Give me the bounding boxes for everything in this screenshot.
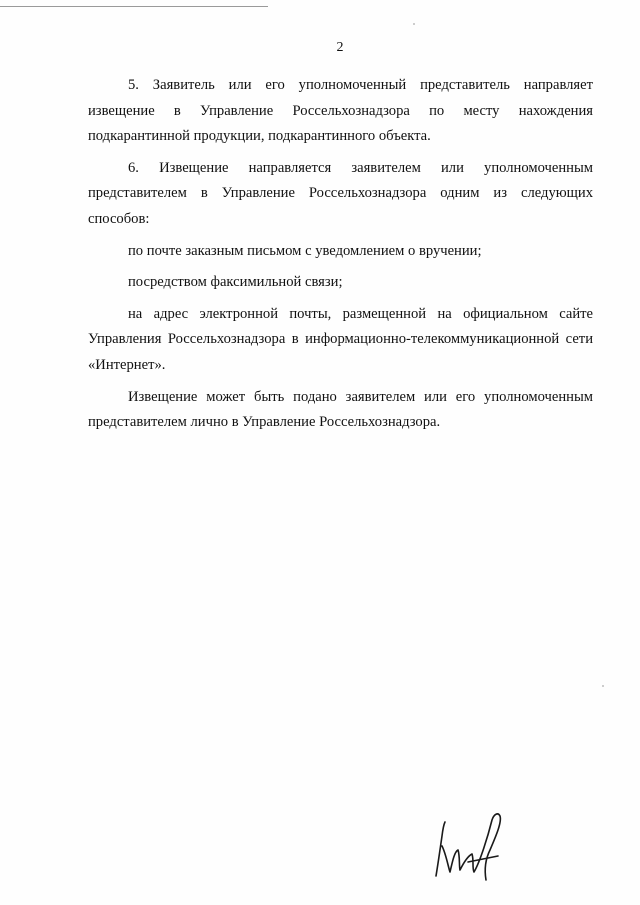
document-body xyxy=(88,73,593,442)
method-by-mail: по почте заказным письмом с уведомлением о вручении; xyxy=(128,242,482,259)
page-number: 2 xyxy=(336,40,344,55)
paragraph-item-6: 6. Извещение направляется заявителем или уполномоченным представителем в Управление Россельхознадзора одним из следующих способов: xyxy=(88,159,593,227)
scan-speck xyxy=(602,685,604,687)
top-rule-divider xyxy=(0,6,268,7)
method-by-email: на адрес электронной почты, размещенной на официальном сайте Управления Россельхознадзора в информационно-телекоммуникационной сети «Интернет». xyxy=(88,305,593,373)
handwritten-signature xyxy=(428,806,508,884)
paragraph-in-person: Извещение может быть подано заявителем или его уполномоченным представителем лично в Управление Россельхознадзора. xyxy=(88,388,593,431)
paragraph-item-5: 5. Заявитель или его уполномоченный представитель направляет извещение в Управление Россельхознадзора по месту нахождения подкарантинной продукции, подкарантинного объекта. xyxy=(88,77,593,145)
scan-speck xyxy=(413,23,415,25)
method-by-fax: посредством факсимильной связи; xyxy=(128,274,343,291)
